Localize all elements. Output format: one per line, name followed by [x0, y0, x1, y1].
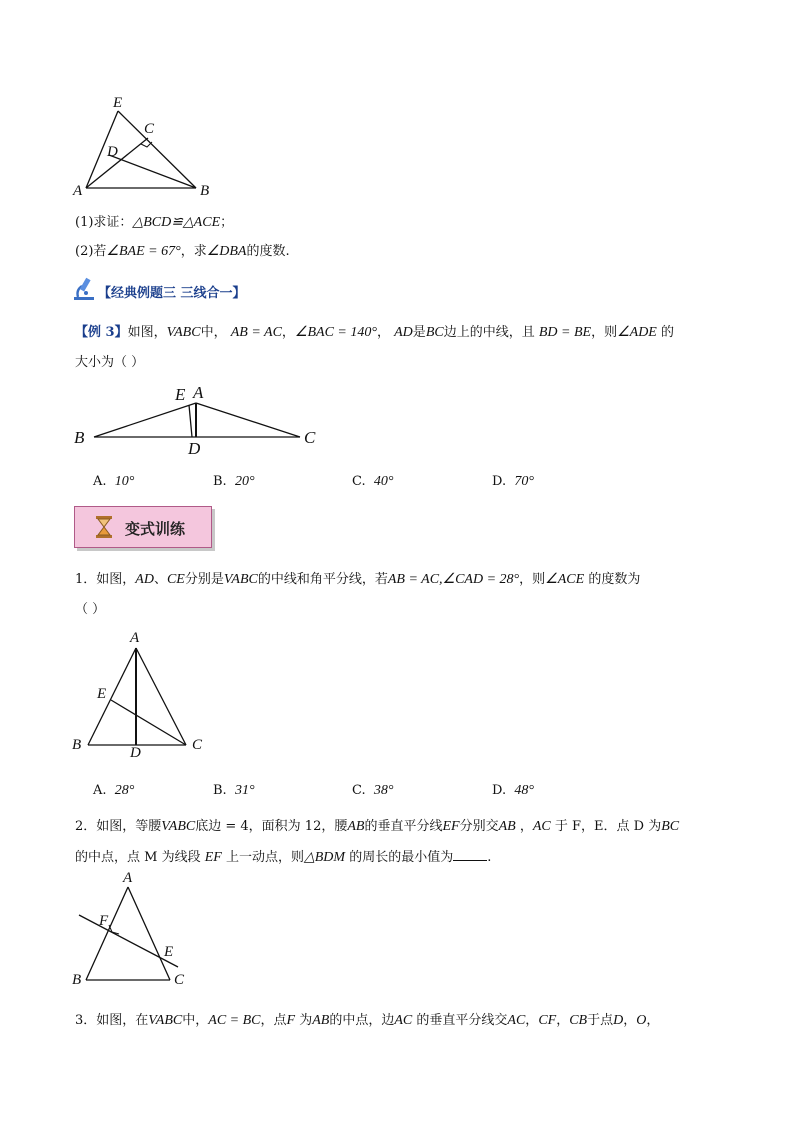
ex3-label-a: A: [193, 383, 204, 402]
option-a[interactable]: A. 10°: [93, 474, 135, 489]
q2-line-2: 的中点，点 M 为线段 EF 上一动点，则△BDM 的周长的最小值为 .: [75, 850, 492, 865]
q2-label-e: E: [164, 944, 174, 960]
q1-label-e: E: [97, 686, 107, 702]
option-a[interactable]: A. 28°: [93, 783, 135, 798]
q1-label-b: B: [72, 737, 82, 753]
fig1-label-e: E: [113, 95, 123, 111]
q2-label-b: B: [72, 972, 82, 988]
fig1-label-a: A: [73, 183, 83, 199]
q1-label-a: A: [130, 630, 140, 646]
fig1-label-b: B: [200, 183, 210, 199]
banner-label: 变式训练: [125, 520, 186, 538]
prev-part-1: (1)求证：△BCD≌△ACE；: [75, 215, 234, 230]
q2-label-a: A: [123, 870, 133, 886]
q1-label-d: D: [130, 745, 141, 761]
q2-line-1: 2．如图，等腰VABC底边 = 4，面积为 12，腰AB的垂直平分线EF分别交AB ，AC 于 F，E．点 D 为BC: [75, 819, 680, 834]
option-b[interactable]: B. 20°: [213, 474, 255, 489]
q2-label-c: C: [174, 972, 185, 988]
q2-label-f: F: [99, 913, 109, 929]
fig1-label-d: D: [107, 144, 118, 160]
option-c[interactable]: C. 38°: [352, 783, 394, 798]
q1-line-1: 1．如图，AD、CE分别是VABC的中线和角平分线，若AB = AC,∠CAD = 28°，则∠ACE 的度数为: [75, 572, 641, 587]
example-3-line-1: 【例 3】如图，VABC中， AB = AC，∠BAC = 140°， AD是BC边上的中线，且 BD = BE，则∠ADE 的: [75, 325, 675, 340]
ex3-label-c: C: [304, 428, 316, 447]
ex3-label-b: B: [74, 428, 85, 447]
section-title: 【经典例题三 三线合一】: [98, 286, 246, 301]
q1-line-2: （ ）: [75, 602, 106, 617]
q3-line-1: 3．如图，在VABC中，AC = BC，点F 为AB的中点，边AC 的垂直平分线交AC，CF，CB于点D，O，: [75, 1013, 660, 1028]
prev-part-2: (2)若∠BAE = 67°，求∠DBA的度数.: [75, 244, 290, 259]
ex3-label-d: D: [188, 439, 201, 458]
ex3-label-e: E: [175, 385, 186, 404]
option-d[interactable]: D. 48°: [492, 783, 534, 798]
option-b[interactable]: B. 31°: [213, 783, 255, 798]
q1-label-c: C: [192, 737, 203, 753]
example-tag: 【例 3】: [75, 325, 128, 340]
option-c[interactable]: C. 40°: [352, 474, 394, 489]
example-3-line-2: 大小为（ ）: [75, 355, 145, 370]
option-d[interactable]: D. 70°: [492, 474, 534, 489]
fig1-label-c: C: [144, 121, 155, 137]
